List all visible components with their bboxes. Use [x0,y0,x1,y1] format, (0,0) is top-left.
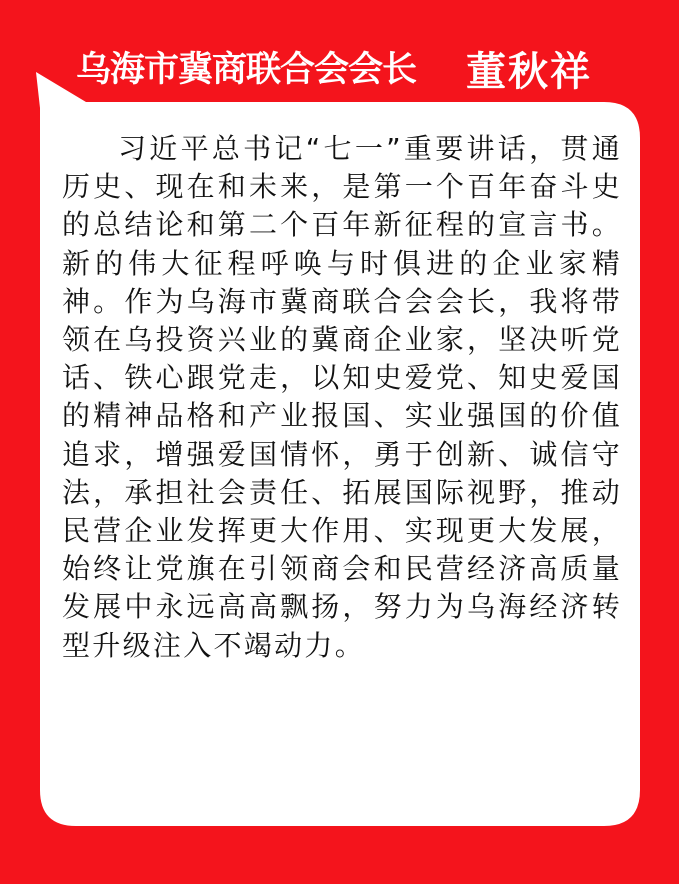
article-body: 习近平总书记“七一”重要讲话，贯通历史、现在和未来，是第一个百年奋斗史的总结论和第二个百年新征程的宣言书。新的伟大征程呼唤与时俱进的企业家精神。作为乌海市冀商联合会会长，我将带领在乌投资兴业的冀商企业家，坚决听党话、铁心跟党走，以知史爱党、知史爱国的精神品格和产业报国、实业强国的价值追求，增强爱国情怀，勇于创新、诚信守法，承担社会责任、拓展国际视野，推动民营企业发挥更大作用、实现更大发展，始终让党旗在引领商会和民营经济高质量发展中永远高高飘扬，努力为乌海经济转型升级注入不竭动力。 [62,132,622,662]
header-person-name: 董秋祥 [466,49,592,95]
header [60,38,660,100]
header-organization-title: 乌海市冀商联合会会长 [76,50,417,90]
